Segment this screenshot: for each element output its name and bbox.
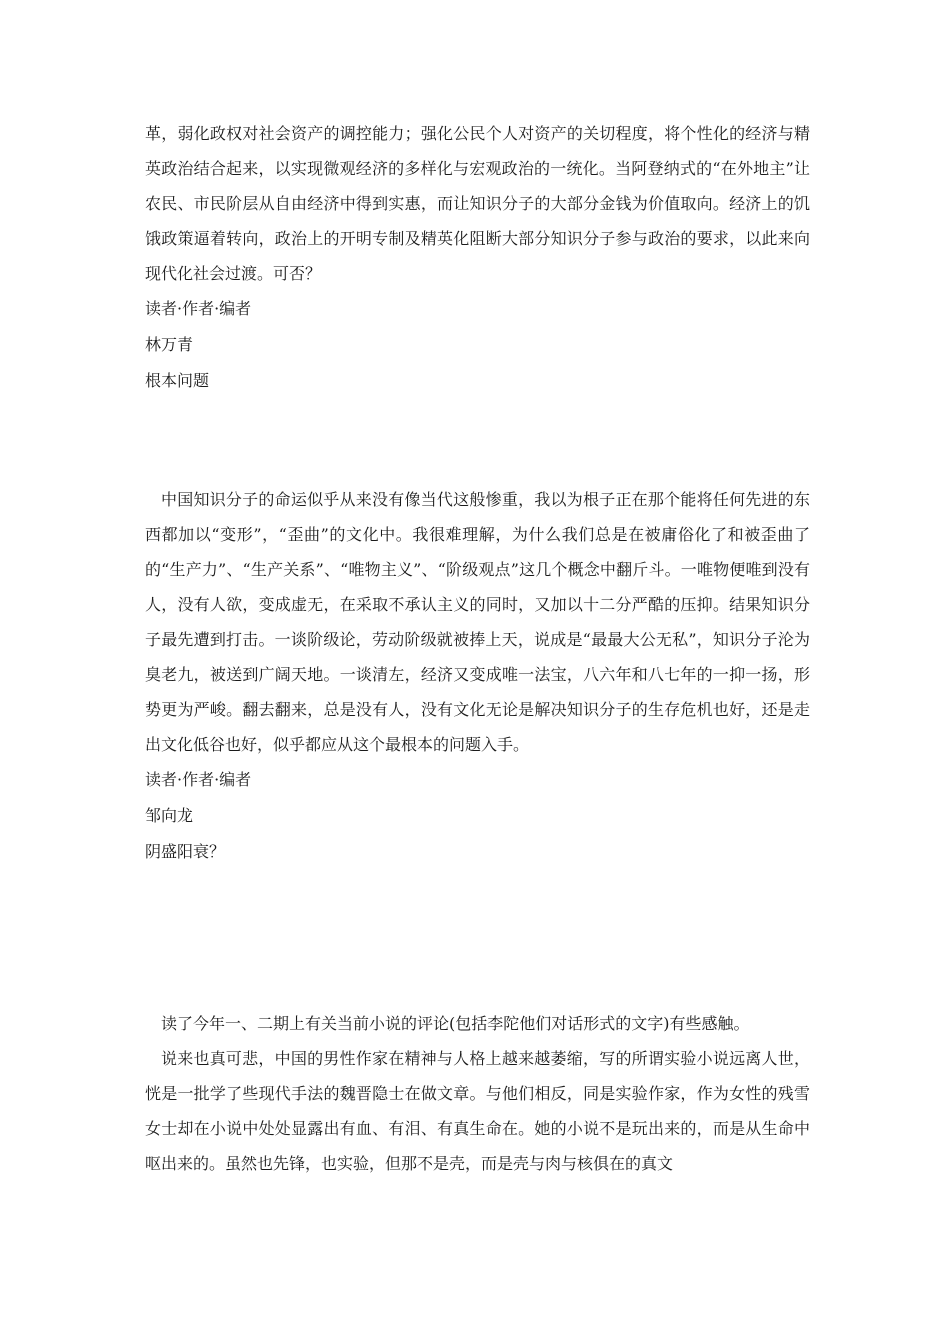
body-paragraph: 中国知识分子的命运似乎从来没有像当代这般惨重，我以为根子正在那个能将任何先进的东西都加以“变形”，“歪曲”的文化中。我很难理解，为什么我们总是在被庸俗化了和被歪曲了的“生产力”、“生产关系”、“唯物主义”、“阶级观点”这几个概念中翻斤斗。一唯物便唯到没有人，没有人欲，变成虚无，在采取不承认主义的同时，又加以十二分严酷的压抑。结果知识分子最先遭到打击。一谈阶级论，劳动阶级就被捧上天，说成是“最最大公无私”，知识分子沦为臭老九，被送到广阔天地。一谈清左，经济又变成唯一法宝，八六年和八七年的一抑一扬，形势更为严峻。翻去翻来，总是没有人，没有文化无论是解决知识分子的生存危机也好，还是走出文化低谷也好，似乎都应从这个最根本的问题入手。 [145,490,810,754]
body-paragraph: 读了今年一、二期上有关当前小说的评论(包括李陀他们对话形式的文字)有些感触。 [161,1014,750,1033]
column-label: 读者·作者·编者 [145,770,252,789]
body-paragraph: 革，弱化政权对社会资产的调控能力；强化公民个人对资产的关切程度，将个性化的经济与精英政治结合起来，以实现微观经济的多样化与宏观政治的一统化。当阿登纳式的“在外地主”让农民、市民阶层从自由经济中得到实惠，而让知识分子的大部分金钱为价值取向。经济上的饥饿政策逼着转向，政治上的开明专制及精英化阻断大部分知识分子参与政治的要求，以此来向现代化社会过渡。可否？ [145,124,810,283]
column-label: 读者·作者·编者 [145,299,252,318]
author-name: 林万青 [145,335,194,354]
article-title: 阴盛阳衰？ [145,842,226,861]
article-title: 根本问题 [145,371,210,390]
section-3 [145,1006,810,1181]
author-name: 邹向龙 [145,806,194,825]
body-paragraph: 说来也真可悲，中国的男性作家在精神与人格上越来越萎缩，写的所谓实验小说远离人世，恍是一批学了些现代手法的魏晋隐士在做文章。与他们相反，同是实验作家，作为女性的残雪女士却在小说中处处显露出有血、有泪、有真生命在。她的小说不是玩出来的，而是从生命中呕出来的。虽然也先锋，也实验，但那不是壳，而是壳与肉与核俱在的真文 [145,1049,810,1173]
section-1 [145,116,810,399]
section-2 [145,482,810,870]
